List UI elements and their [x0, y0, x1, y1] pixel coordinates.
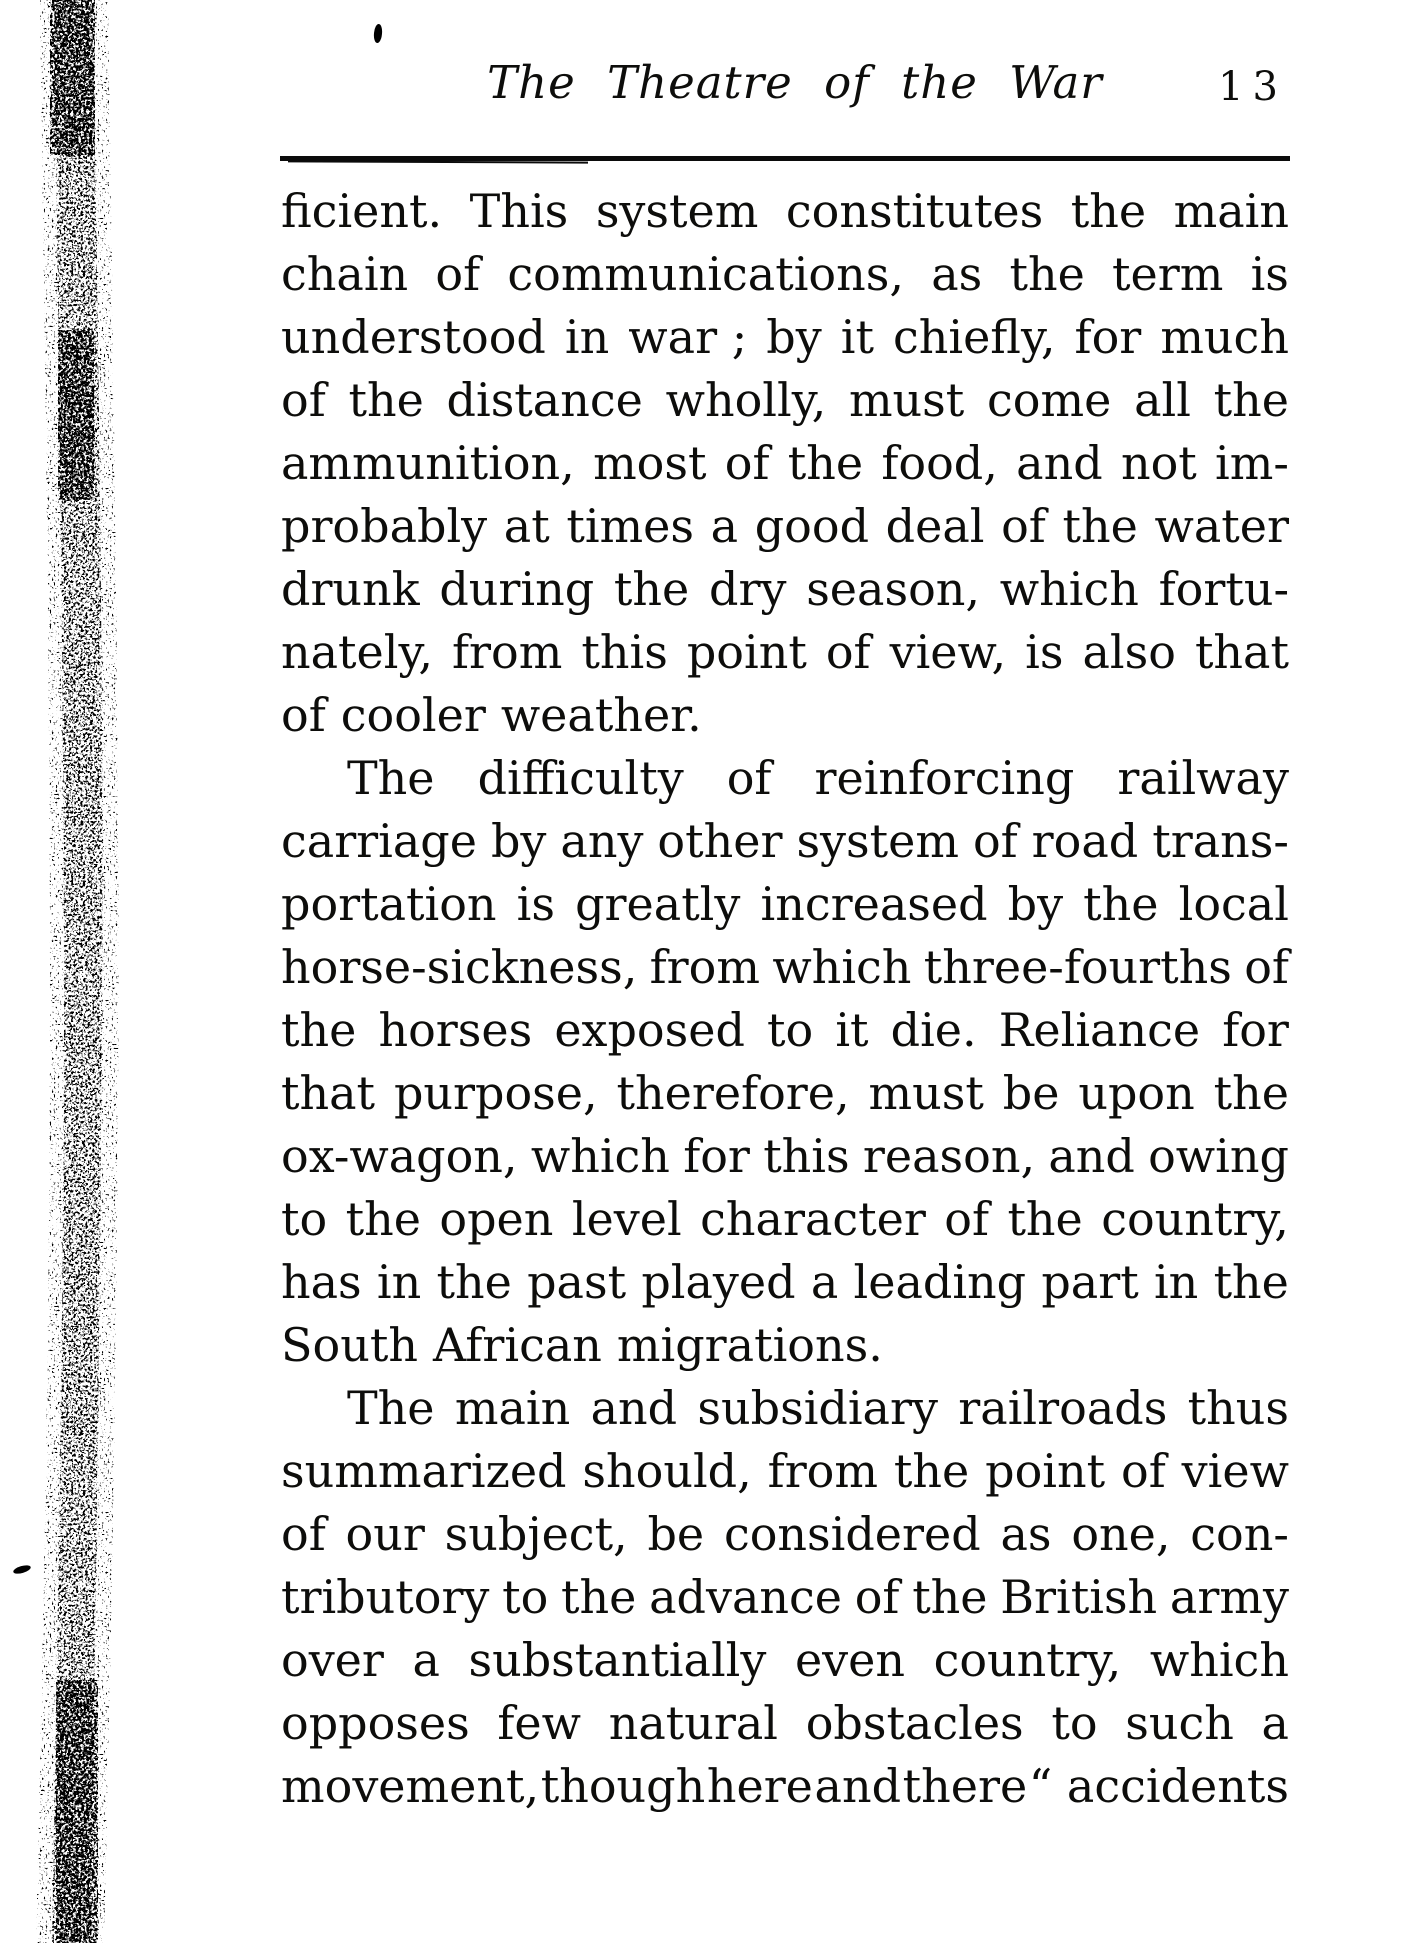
binding-edge-noise: [0, 0, 150, 1943]
text-line: ficient. This system constitutes the main: [281, 184, 1289, 238]
text-line: horse-sickness, from which three-fourths of: [281, 940, 1289, 994]
text-line: summarized should, from the point of view: [281, 1444, 1289, 1498]
text-line: chain of communications, as the term is: [281, 247, 1289, 301]
text-line: portation is greatly increased by the local: [281, 877, 1289, 931]
text-line: tributory to the advance of the British army: [281, 1570, 1289, 1624]
text-line: has in the past played a leading part in the: [281, 1255, 1289, 1309]
text-line: of cooler weather.: [281, 688, 702, 742]
text-line: understood in war ; by it chiefly, for much: [281, 310, 1289, 364]
text-line: the horses exposed to it die. Reliance for: [281, 1003, 1289, 1057]
text-line: The main and subsidiary railroads thus: [347, 1381, 1289, 1435]
text-line: ox-wagon, which for this reason, and owing: [281, 1129, 1289, 1183]
body-text: [281, 180, 1289, 1818]
text-line: nately, from this point of view, is also that: [281, 625, 1289, 679]
text-line: movement, though here and there “ accidents: [281, 1759, 1289, 1813]
stray-ink-mark-apostrophe: [373, 24, 383, 44]
text-line: ammunition, most of the food, and not im-: [281, 436, 1289, 490]
text-line: of our subject, be considered as one, con-: [281, 1507, 1289, 1561]
text-line: that purpose, therefore, must be upon the: [281, 1066, 1289, 1120]
text-line: to the open level character of the country,: [281, 1192, 1289, 1246]
text-line: of the distance wholly, must come all the: [281, 373, 1289, 427]
text-line: probably at times a good deal of the water: [281, 499, 1289, 553]
header-rule: [280, 156, 1290, 161]
text-line: carriage by any other system of road trans-: [281, 814, 1289, 868]
text-line: drunk during the dry season, which fortu-: [281, 562, 1289, 616]
text-line: The difficulty of reinforcing railway: [347, 751, 1289, 805]
text-line: South African migrations.: [281, 1318, 883, 1372]
text-line: opposes few natural obstacles to such a: [281, 1696, 1289, 1750]
running-head-title: The Theatre of the War: [487, 56, 1103, 109]
page-number: 13: [1218, 64, 1287, 110]
text-line: over a substantially even country, which: [281, 1633, 1289, 1687]
